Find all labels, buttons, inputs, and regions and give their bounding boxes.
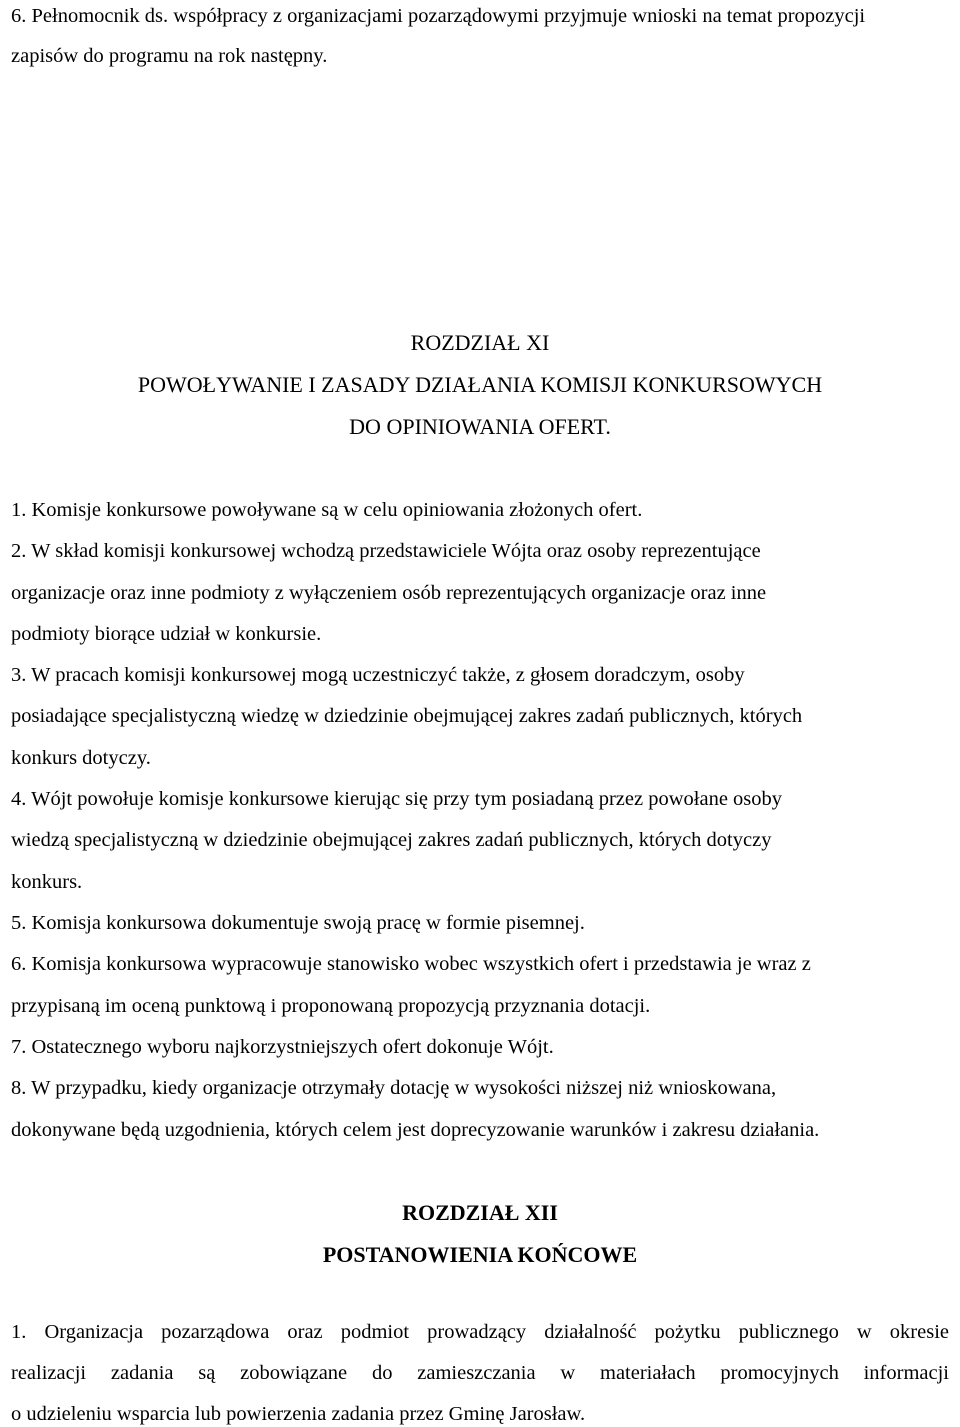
chapter-11-subtitle-line-2: DO OPINIOWANIA OFERT. bbox=[349, 414, 611, 439]
chapter-11-line: 3. W pracach komisji konkursowej mogą uczestniczyć także, z głosem doradczym, osoby bbox=[11, 664, 745, 686]
chapter-12-title: ROZDZIAŁ XII bbox=[402, 1200, 558, 1225]
chapter-11-line: 1. Komisje konkursowe powoływane są w celu opiniowania złożonych ofert. bbox=[11, 499, 643, 521]
chapter-11-line: konkurs. bbox=[11, 871, 83, 893]
chapter-11-line: 4. Wójt powołuje komisje konkursowe kierując się przy tym posiadaną przez powołane osoby bbox=[11, 788, 783, 810]
chapter-12-line: 1. Organizacja pozarządowa oraz podmiot prowadzący działalność pożytku publicznego w okresie bbox=[11, 1321, 949, 1343]
chapter-12-subtitle: POSTANOWIENIA KOŃCOWE bbox=[322, 1242, 638, 1267]
paragraph-item-6-line-1: 6. Pełnomocnik ds. współpracy z organizacjami pozarządowymi przyjmuje wnioski na temat propozycji bbox=[11, 5, 866, 27]
chapter-12-line: realizacji zadania są zobowiązane do zamieszczania w materiałach promocyjnych informacji bbox=[11, 1362, 949, 1384]
chapter-11-line: 7. Ostatecznego wyboru najkorzystniejszych ofert dokonuje Wójt. bbox=[11, 1036, 554, 1058]
paragraph-item-6-line-2: zapisów do programu na rok następny. bbox=[11, 45, 328, 67]
chapter-11-line: przypisaną im oceną punktową i proponowaną propozycją przyznania dotacji. bbox=[11, 995, 651, 1017]
chapter-11-subtitle-line-1: POWOŁYWANIE I ZASADY DZIAŁANIA KOMISJI KONKURSOWYCH bbox=[137, 372, 823, 397]
chapter-11-line: 8. W przypadku, kiedy organizacje otrzymały dotację w wysokości niższej niż wnioskowana, bbox=[11, 1077, 777, 1099]
chapter-11-line: 6. Komisja konkursowa wypracowuje stanowisko wobec wszystkich ofert i przedstawia je wraz z bbox=[11, 953, 811, 975]
chapter-11-line: 2. W skład komisji konkursowej wchodzą przedstawiciele Wójta oraz osoby reprezentujące bbox=[11, 540, 761, 562]
chapter-11-line: dokonywane będą uzgodnienia, których celem jest doprecyzowanie warunków i zakresu działania. bbox=[11, 1119, 820, 1141]
chapter-12-line: o udzieleniu wsparcia lub powierzenia zadania przez Gminę Jarosław. bbox=[11, 1403, 586, 1425]
chapter-11-line: organizacje oraz inne podmioty z wyłączeniem osób reprezentujących organizacje oraz inne bbox=[11, 582, 767, 604]
chapter-11-title: ROZDZIAŁ XI bbox=[410, 330, 550, 355]
chapter-11-line: posiadające specjalistyczną wiedzę w dziedzinie obejmującej zakres zadań publicznych, których bbox=[11, 705, 803, 727]
chapter-11-line: podmioty biorące udział w konkursie. bbox=[11, 623, 322, 645]
chapter-11-line: wiedzą specjalistyczną w dziedzinie obejmującej zakres zadań publicznych, których dotyczy bbox=[11, 829, 772, 851]
chapter-11-line: 5. Komisja konkursowa dokumentuje swoją pracę w formie pisemnej. bbox=[11, 912, 585, 934]
chapter-11-line: konkurs dotyczy. bbox=[11, 747, 151, 769]
